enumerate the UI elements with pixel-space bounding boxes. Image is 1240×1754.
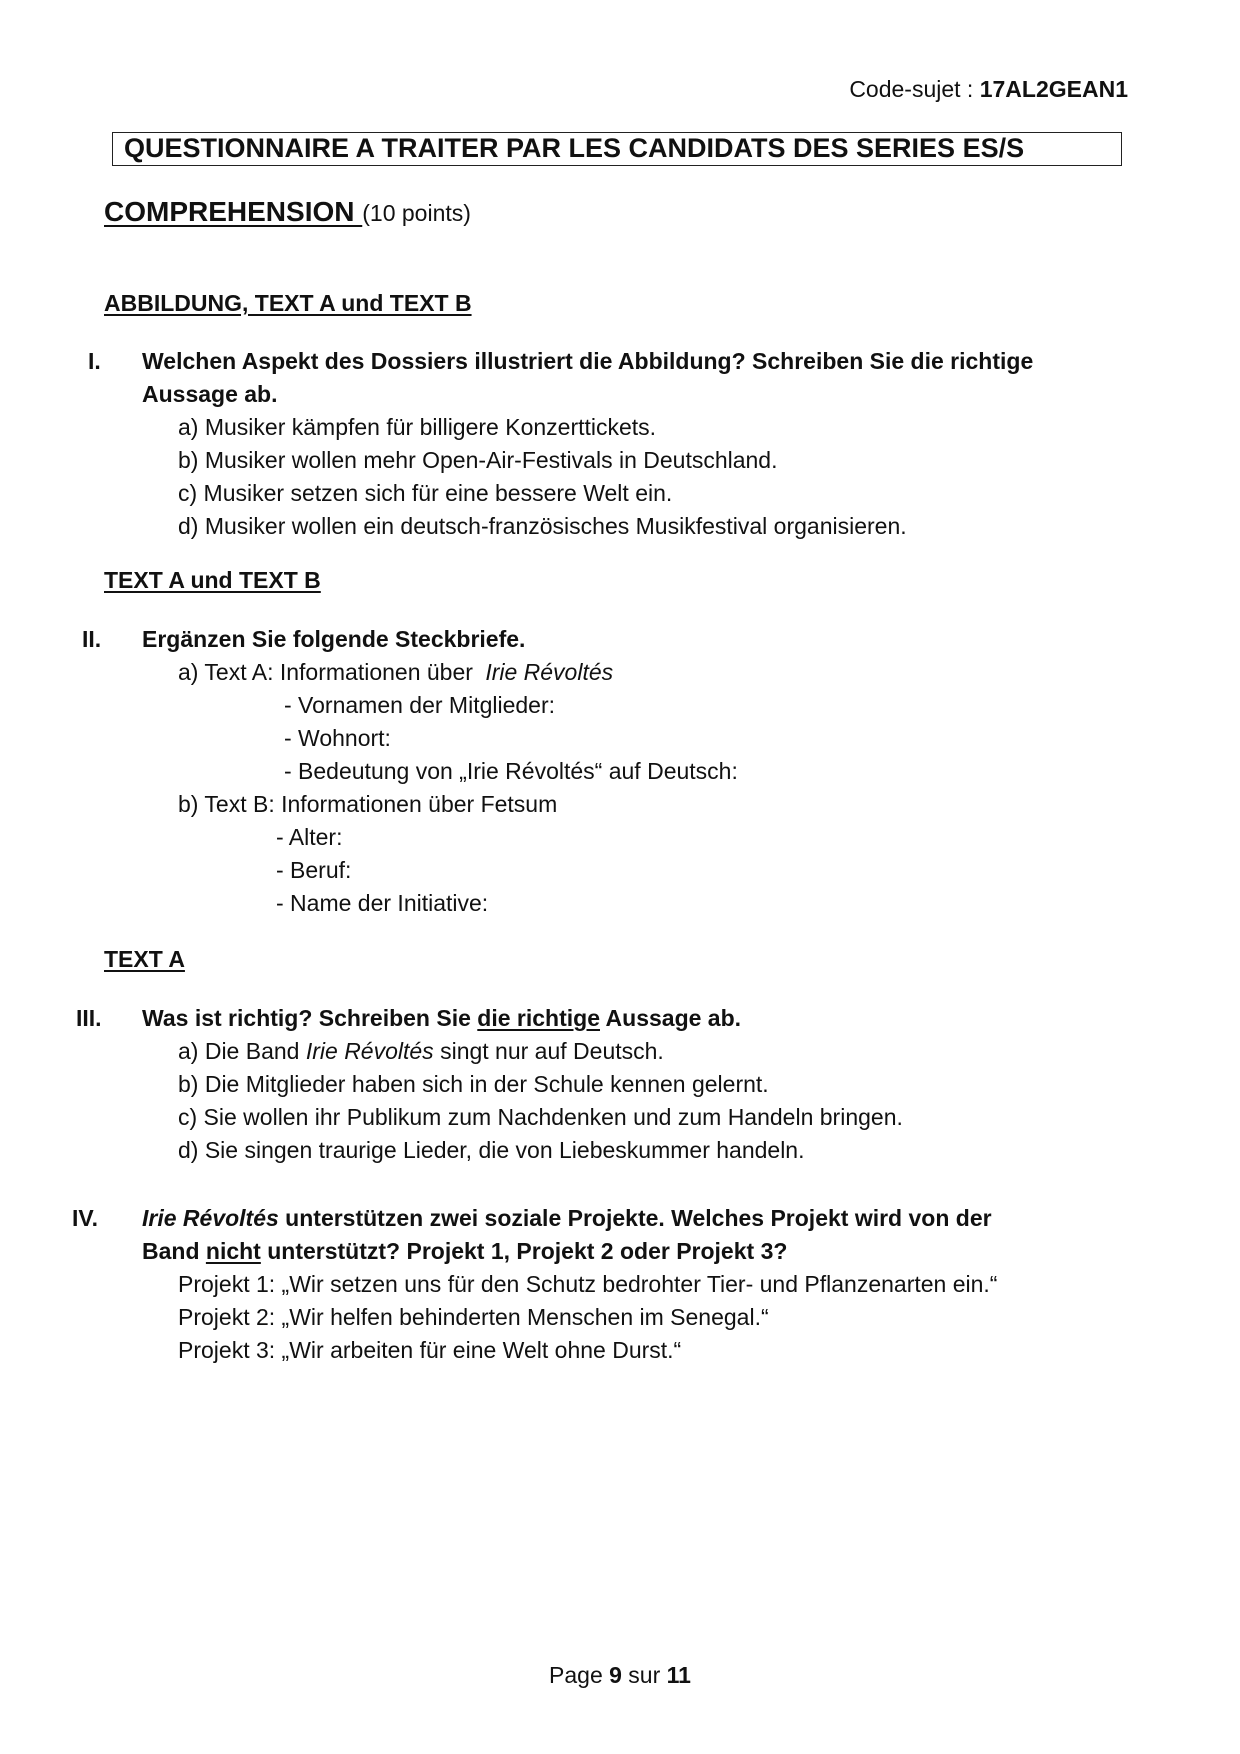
question-2-a-label bbox=[178, 661, 613, 684]
page-label: Page bbox=[549, 1662, 610, 1688]
question-4-not: nicht bbox=[205, 1238, 261, 1264]
page-title: QUESTIONNAIRE A TRAITER PAR LES CANDIDATS DES SERIES ES/S bbox=[124, 133, 1025, 163]
project-1: Projekt 1: „Wir setzen uns für den Schutz bedrohter Tier- und Pflanzenarten ein.“ bbox=[178, 1271, 998, 1297]
question-3-text-before: Was ist richtig? Schreiben Sie bbox=[142, 1005, 478, 1031]
project-2: Projekt 2: „Wir helfen behinderten Menschen im Senegal.“ bbox=[178, 1304, 769, 1330]
project-3: Projekt 3: „Wir arbeiten für eine Welt ohne Durst.“ bbox=[178, 1337, 682, 1363]
question-1-option-d: d) Musiker wollen ein deutsch-französisches Musikfestival organisieren. bbox=[178, 513, 907, 539]
comprehension-label: COMPREHENSION bbox=[104, 196, 363, 227]
question-1-line2: Aussage ab. bbox=[142, 381, 278, 407]
question-3-band: Irie Révoltés bbox=[305, 1038, 434, 1064]
steckbrief-a-item-3: - Bedeutung von „Irie Révoltés“ auf Deutsch: bbox=[284, 758, 738, 784]
question-3-text bbox=[142, 1007, 741, 1030]
question-1-option-b: b) Musiker wollen mehr Open-Air-Festivals in Deutschland. bbox=[178, 447, 778, 473]
question-3-number: III. bbox=[76, 1005, 102, 1031]
steckbrief-b-item-3: - Name der Initiative: bbox=[276, 890, 489, 916]
page-number: 9 bbox=[609, 1662, 622, 1688]
comprehension-heading bbox=[104, 198, 471, 226]
question-4-line1 bbox=[142, 1207, 992, 1230]
question-4-line2-before: Band bbox=[142, 1238, 206, 1264]
question-4-line2-after: unterstützt? Projekt 1, Projekt 2 oder Projekt 3? bbox=[260, 1238, 788, 1264]
question-2-text: Ergänzen Sie folgende Steckbriefe. bbox=[142, 626, 526, 652]
question-4-line1-rest: unterstützen zwei soziale Projekte. Welches Projekt wird von der bbox=[278, 1205, 992, 1231]
section-heading-text-a-b: TEXT A und TEXT B bbox=[104, 567, 321, 593]
question-4-number: IV. bbox=[72, 1205, 99, 1231]
question-1-option-c: c) Musiker setzen sich für eine bessere Welt ein. bbox=[178, 480, 673, 506]
steckbrief-a-item-2: - Wohnort: bbox=[284, 725, 391, 751]
steckbrief-b-item-2: - Beruf: bbox=[276, 857, 352, 883]
question-3-text-after: Aussage ab. bbox=[600, 1005, 742, 1031]
question-3-option-a bbox=[178, 1040, 664, 1063]
comprehension-points: (10 points) bbox=[362, 200, 471, 226]
question-1-line1: Welchen Aspekt des Dossiers illustriert die Abbildung? Schreiben Sie die richtige bbox=[142, 348, 1034, 374]
question-2-b-label: b) Text B: Informationen über Fetsum bbox=[178, 791, 558, 817]
question-1-option-a: a) Musiker kämpfen für billigere Konzerttickets. bbox=[178, 414, 657, 440]
steckbrief-a-item-1: - Vornamen der Mitglieder: bbox=[284, 692, 556, 718]
question-3-option-a-after: singt nur auf Deutsch. bbox=[433, 1038, 664, 1064]
question-3-option-c: c) Sie wollen ihr Publikum zum Nachdenken und zum Handeln bringen. bbox=[178, 1104, 903, 1130]
code-sujet bbox=[849, 78, 1128, 101]
section-heading-text-a: TEXT A bbox=[104, 946, 185, 972]
code-label: Code-sujet : bbox=[849, 76, 980, 102]
question-4-line2 bbox=[142, 1240, 787, 1263]
question-3-option-b: b) Die Mitglieder haben sich in der Schule kennen gelernt. bbox=[178, 1071, 769, 1097]
section-heading-abbildung: ABBILDUNG, TEXT A und TEXT B bbox=[104, 290, 472, 316]
question-1-number: I. bbox=[88, 348, 101, 374]
question-3-option-d: d) Sie singen traurige Lieder, die von Liebeskummer handeln. bbox=[178, 1137, 805, 1163]
code-value: 17AL2GEAN1 bbox=[979, 76, 1128, 102]
question-2-a-label-text: a) Text A: Informationen über bbox=[178, 659, 480, 685]
question-4-band: Irie Révoltés bbox=[142, 1205, 279, 1231]
page-total: 11 bbox=[666, 1662, 691, 1688]
question-3-option-a-before: a) Die Band bbox=[178, 1038, 306, 1064]
question-2-number: II. bbox=[82, 626, 102, 652]
steckbrief-b-item-1: - Alter: bbox=[276, 824, 343, 850]
question-3-text-underlined: die richtige bbox=[477, 1005, 600, 1031]
band-name: Irie Révoltés bbox=[485, 659, 614, 685]
page-footer bbox=[0, 1664, 1240, 1687]
page-sur: sur bbox=[621, 1662, 667, 1688]
